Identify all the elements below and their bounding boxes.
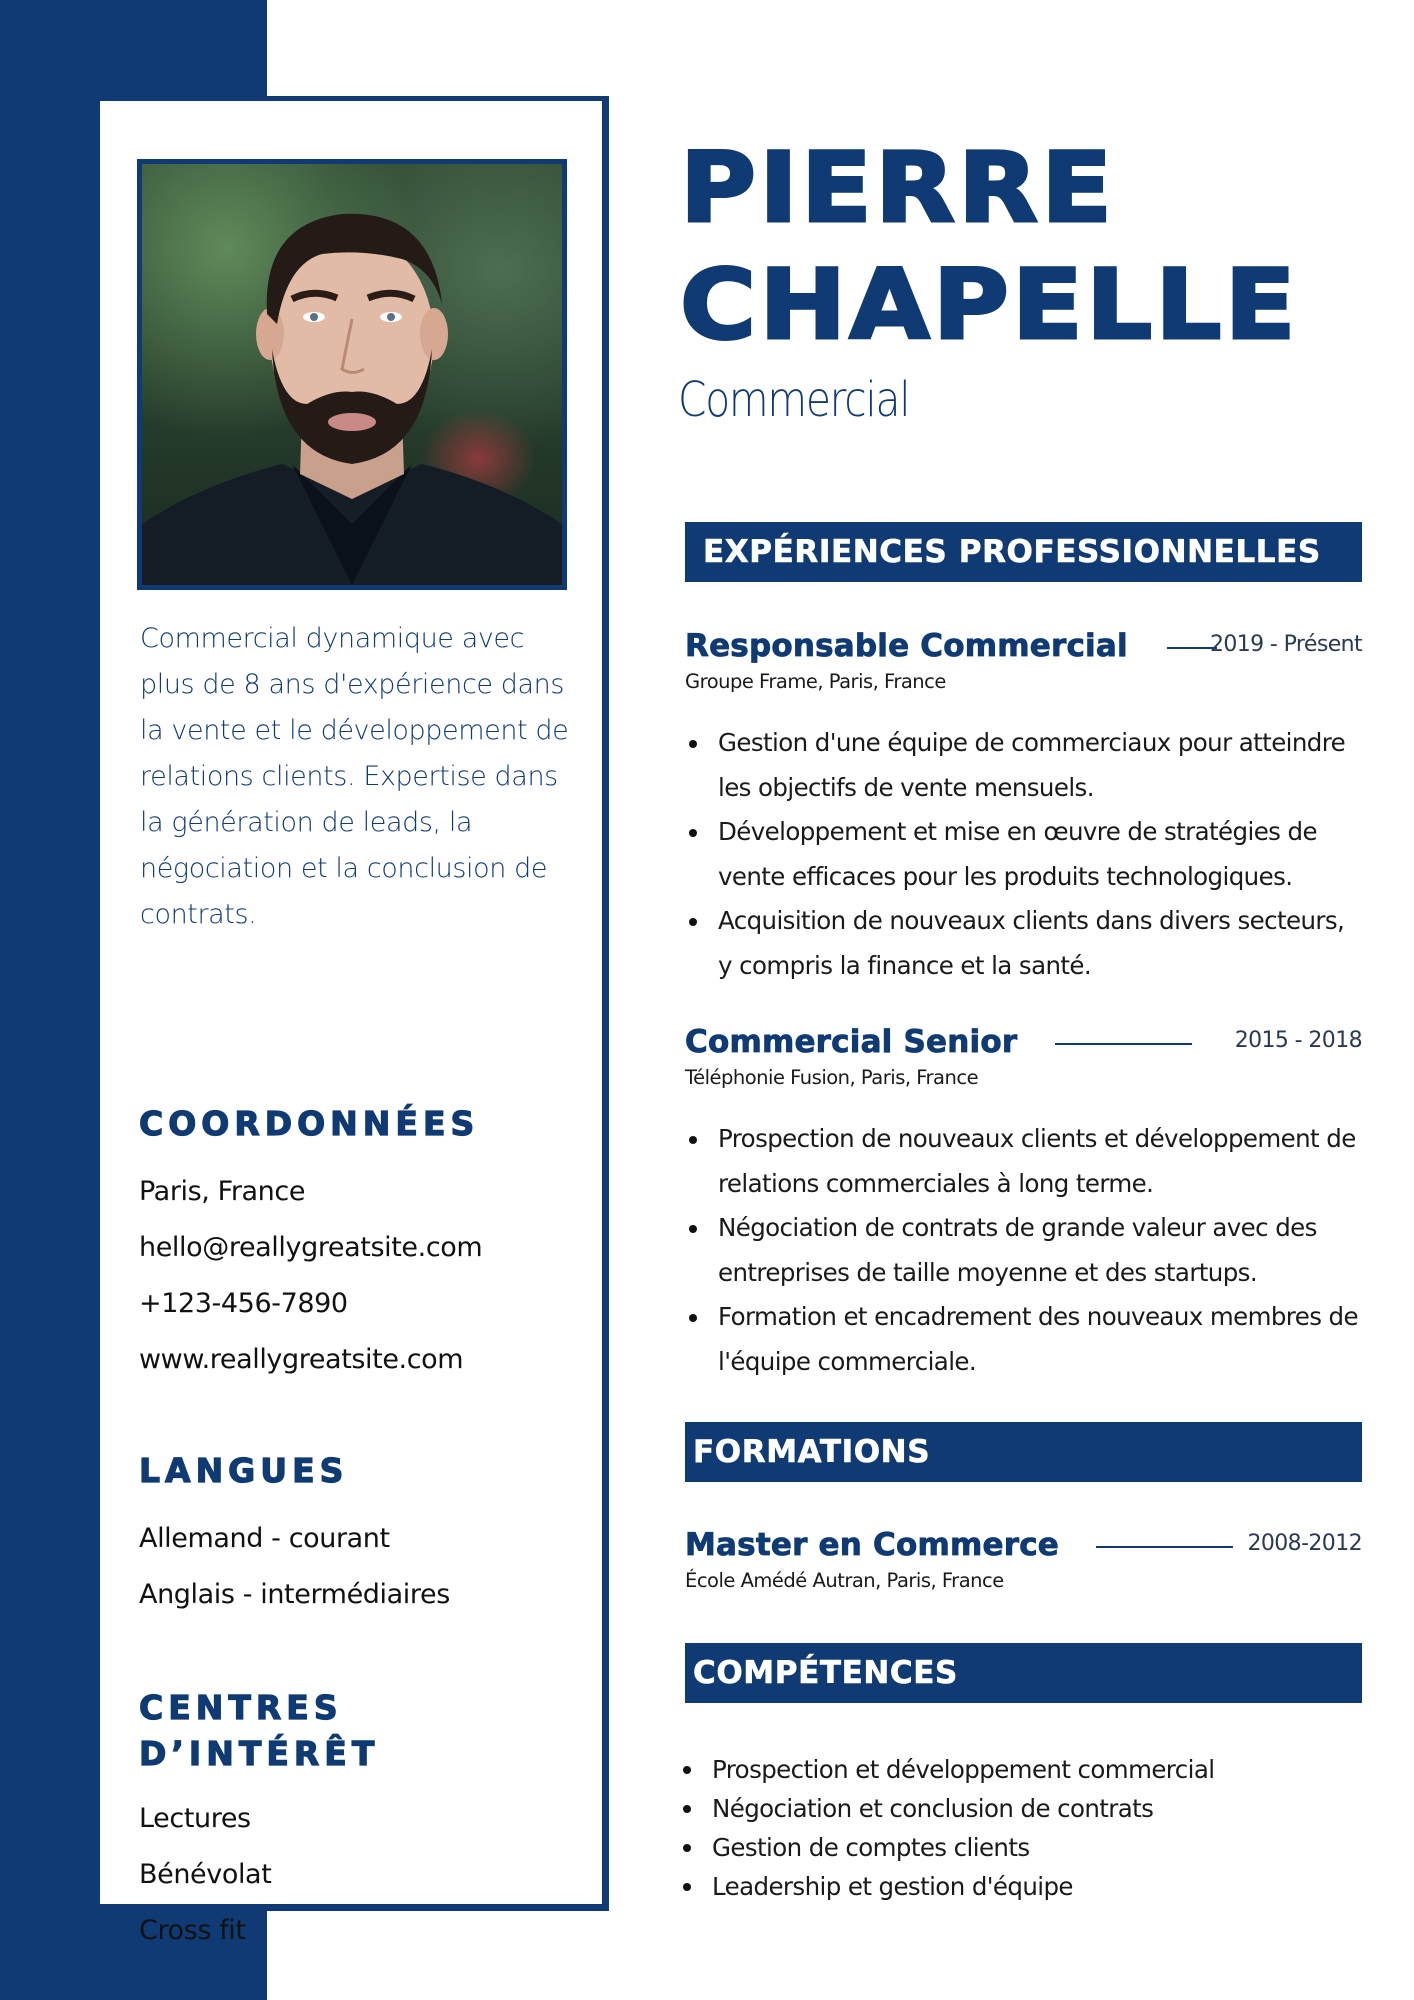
skill-item: Prospection et développement commercial (712, 1750, 1214, 1789)
language-item: Anglais - intermédiaires (139, 1579, 450, 1610)
contact-website[interactable]: www.reallygreatsite.com (139, 1344, 464, 1375)
education-heading: FORMATIONS (685, 1422, 1362, 1482)
contact-email[interactable]: hello@reallygreatsite.com (139, 1232, 483, 1263)
job-dates: 2019 - Présent (1209, 632, 1362, 657)
experience-heading: EXPÉRIENCES PROFESSIONNELLES (685, 522, 1362, 582)
bullet-item: Développement et mise en œuvre de stratégies de vente efficaces pour les produits technologiques. (718, 810, 1362, 899)
degree-title: Master en Commerce (685, 1527, 1059, 1563)
portrait-illustration (142, 164, 562, 585)
divider-line (1096, 1546, 1233, 1548)
bullet-item: Gestion d'une équipe de commerciaux pour atteindre les objectifs de vente mensuels. (718, 721, 1362, 810)
contact-heading: COORDONNÉES (139, 1104, 480, 1143)
contact-list (139, 1164, 482, 1388)
skills-list (712, 1750, 1214, 1906)
profile-photo (137, 159, 567, 590)
school-name: École Amédé Autran, Paris, France (685, 1569, 1004, 1592)
candidate-name (680, 130, 1299, 364)
skill-item: Gestion de comptes clients (712, 1828, 1214, 1867)
job-title: Responsable Commercial (685, 628, 1128, 664)
languages-list (139, 1511, 450, 1623)
profile-summary: Commercial dynamique avec plus de 8 ans d'expérience dans la vente et le développement de relations clients. Expertise dans la génération de leads, la négociation et la conclusion de contrats. (140, 623, 569, 930)
job-bullets (685, 721, 1362, 988)
sidebar-card (100, 96, 609, 1946)
interest-item: Lectures (139, 1803, 251, 1834)
interests-list (139, 1791, 271, 1959)
skill-item: Négociation et conclusion de contrats (712, 1789, 1214, 1828)
job-bullets (685, 1117, 1362, 1384)
job-role: Commercial (678, 372, 910, 428)
interests-heading (139, 1685, 379, 1777)
bullet-item: Acquisition de nouveaux clients dans divers secteurs, y compris la finance et la santé. (718, 899, 1362, 988)
contact-phone[interactable]: +123-456-7890 (139, 1288, 348, 1319)
education-entry (685, 1527, 1362, 1592)
interests-heading-line1: CENTRES (139, 1688, 343, 1727)
job-title: Commercial Senior (685, 1024, 1018, 1060)
interests-heading-line2: D’INTÉRÊT (139, 1734, 380, 1773)
interest-item: Cross fit (139, 1915, 246, 1946)
contact-location: Paris, France (139, 1176, 306, 1207)
divider-line (1055, 1043, 1192, 1045)
language-item: Allemand - courant (139, 1523, 390, 1554)
bullet-item: Négociation de contrats de grande valeur avec des entreprises de taille moyenne et des startups. (718, 1206, 1362, 1295)
job-company: Téléphonie Fusion, Paris, France (685, 1066, 979, 1089)
bullet-item: Formation et encadrement des nouveaux membres de l'équipe commerciale. (718, 1295, 1362, 1384)
degree-dates: 2008-2012 (1247, 1531, 1362, 1556)
skills-heading: COMPÉTENCES (685, 1643, 1362, 1703)
job-dates: 2015 - 2018 (1234, 1028, 1362, 1053)
interest-item: Bénévolat (139, 1859, 272, 1890)
experience-entry (685, 628, 1362, 988)
experience-entry (685, 1024, 1362, 1384)
last-name: CHAPELLE (680, 249, 1299, 361)
bullet-item: Prospection de nouveaux clients et développement de relations commerciales à long terme. (718, 1117, 1362, 1206)
first-name: PIERRE (680, 132, 1116, 244)
languages-heading: LANGUES (139, 1451, 349, 1490)
job-company: Groupe Frame, Paris, France (685, 670, 946, 693)
skill-item: Leadership et gestion d'équipe (712, 1867, 1214, 1906)
